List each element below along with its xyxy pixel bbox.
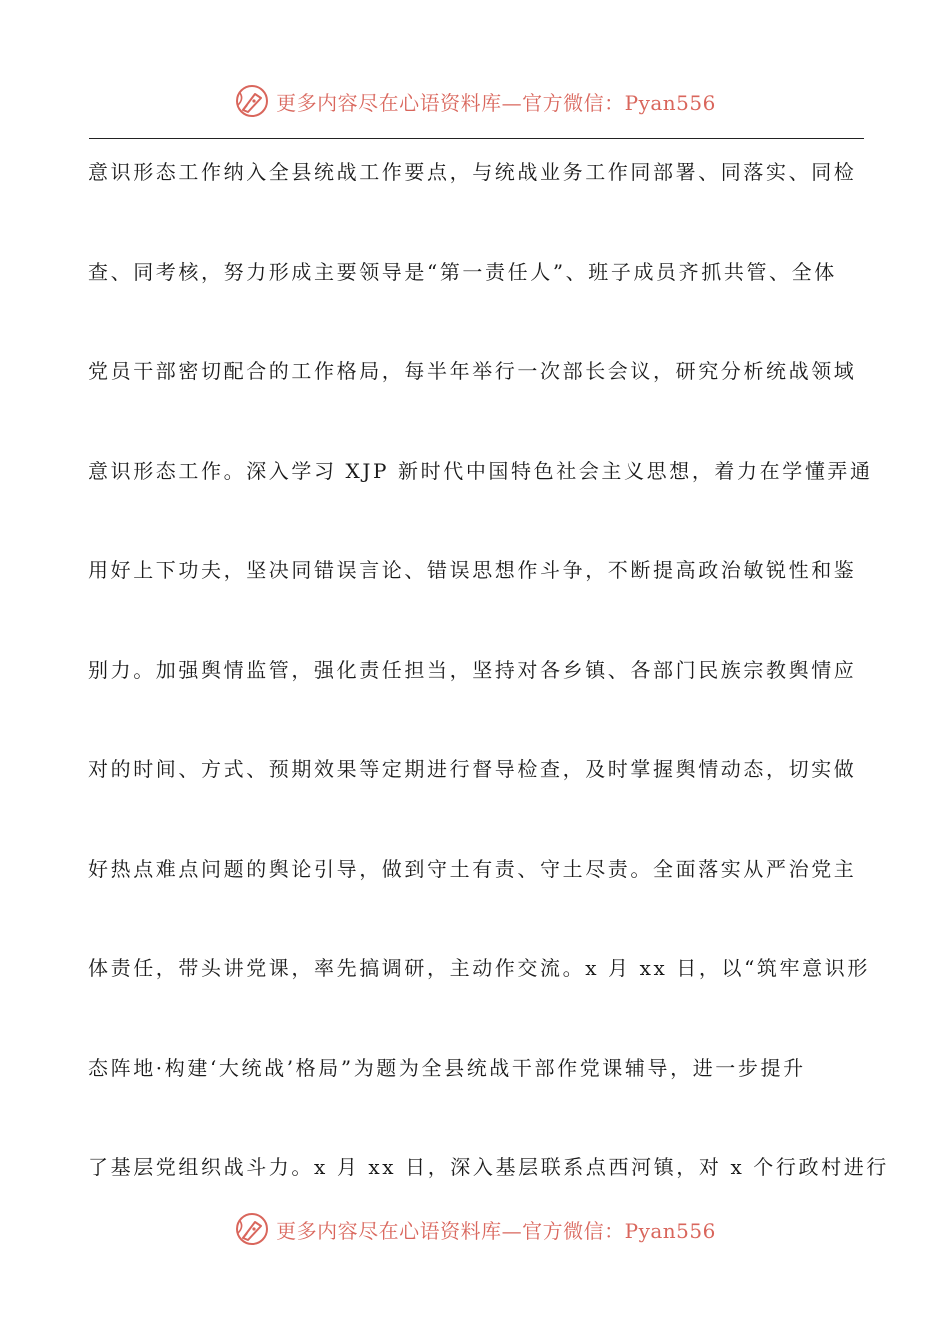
pen-nib-logo-icon — [234, 83, 270, 119]
text-line: 好热点难点问题的舆论引导，做到守土有责、守土尽责。全面落实从严治党主 — [88, 856, 857, 881]
pen-nib-logo-icon — [234, 1211, 270, 1247]
text-line: 体责任，带头讲党课，率先搞调研，主动作交流。x 月 xx 日，以“筑牢意识形 — [88, 956, 870, 980]
header-divider — [89, 138, 864, 139]
text-line: 了基层党组织战斗力。x 月 xx 日，深入基层联系点西河镇，对 x 个行政村进行 — [88, 1155, 889, 1179]
text-line: 意识形态工作。深入学习 XJP 新时代中国特色社会主义思想，着力在学懂弄通 — [88, 458, 873, 483]
watermark-text: 更多内容尽在心语资料库—官方微信：Pyan556 — [276, 90, 716, 115]
body-paragraph — [88, 148, 889, 1243]
text-line: 意识形态工作纳入全县统战工作要点，与统战业务工作同部署、同落实、同检 — [88, 160, 857, 184]
text-line: 态阵地·构建‘大统战’格局”为题为全县统战干部作党课辅导，进一步提升 — [88, 1055, 806, 1080]
watermark-text: 更多内容尽在心语资料库—官方微信：Pyan556 — [276, 1218, 716, 1243]
text-line: 别力。加强舆情监管，强化责任担当，坚持对各乡镇、各部门民族宗教舆情应 — [88, 657, 857, 682]
header-watermark — [0, 83, 950, 119]
text-line: 查、同考核，努力形成主要领导是“第一责任人”、班子成员齐抓共管、全体 — [88, 259, 837, 284]
text-line: 党员干部密切配合的工作格局，每半年举行一次部长会议，研究分析统战领域 — [88, 359, 857, 383]
footer-watermark — [0, 1211, 950, 1247]
text-line: 对的时间、方式、预期效果等定期进行督导检查，及时掌握舆情动态，切实做 — [88, 757, 857, 781]
text-line: 用好上下功夫，坚决同错误言论、错误思想作斗争，不断提高政治敏锐性和鉴 — [88, 558, 857, 582]
